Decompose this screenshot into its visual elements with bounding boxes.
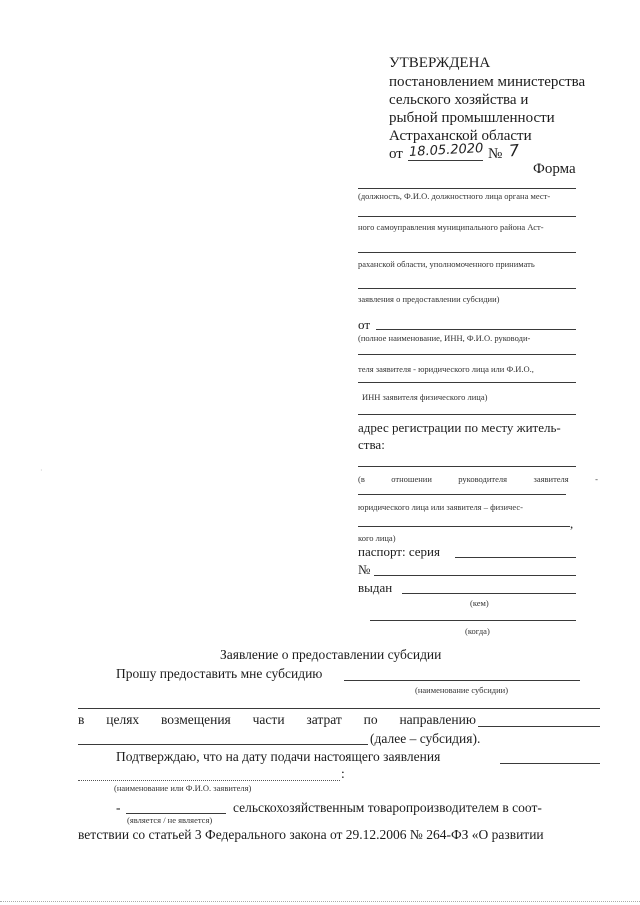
purpose-word: затрат bbox=[306, 712, 342, 727]
applicant-name-line bbox=[78, 780, 340, 781]
direction-line bbox=[478, 726, 600, 727]
law-text: ветствии со статьей 3 Федерального закона от 29.12.2006 № 264-ФЗ «О развитии bbox=[78, 827, 544, 842]
passport-series-line bbox=[455, 557, 576, 558]
dash: - bbox=[116, 800, 121, 815]
from-label: от bbox=[358, 317, 371, 332]
approval-number-handwritten: 7 bbox=[508, 140, 520, 161]
addressee-caption-4: заявления о предоставлении субсидии) bbox=[358, 294, 500, 304]
address-line-2: ства: bbox=[358, 437, 385, 452]
approval-line-2: сельского хозяйства и bbox=[389, 92, 529, 108]
address-line bbox=[358, 466, 576, 467]
approval-date-handwritten: 18.05.2020 bbox=[408, 141, 484, 160]
addressee-line-2 bbox=[358, 216, 576, 217]
applicant-name-caption: (наименование или Ф.И.О. заявителя) bbox=[114, 783, 252, 793]
issued-when-line bbox=[370, 620, 576, 621]
relation-word: отношении bbox=[391, 474, 432, 484]
approval-line-3: рыбной промышленности bbox=[389, 110, 555, 126]
approval-line-4: Астраханской области bbox=[389, 128, 532, 144]
relation-word: - bbox=[595, 474, 598, 484]
issued-line bbox=[402, 593, 576, 594]
approval-title: УТВЕРЖДЕНА bbox=[389, 55, 491, 71]
approval-line-1: постановлением министерства bbox=[389, 74, 586, 90]
relation-line-2: юридического лица или заявителя – физичес- bbox=[358, 502, 523, 512]
margin-mark: · bbox=[40, 466, 43, 475]
purpose-word: части bbox=[252, 712, 285, 727]
addressee-line-1 bbox=[358, 188, 576, 189]
issued-when-caption: (когда) bbox=[465, 626, 490, 636]
is-caption: (является / не является) bbox=[127, 815, 213, 825]
is-line bbox=[126, 813, 226, 814]
addressee-line-4 bbox=[358, 288, 576, 289]
applicant-caption-2: теля заявителя - юридического лица или Ф.И.О., bbox=[358, 364, 534, 374]
request-text: Прошу предоставить мне субсидию bbox=[116, 666, 323, 681]
statement-title: Заявление о предоставлении субсидии bbox=[220, 647, 442, 662]
purpose-text bbox=[78, 712, 476, 728]
applicant-caption-1: (полное наименование, ИНН, Ф.И.О. руководи- bbox=[358, 333, 531, 343]
purpose-word: в bbox=[78, 712, 85, 727]
colon: : bbox=[341, 766, 345, 781]
producer-text: сельскохозяйственным товаропроизводителем в соот- bbox=[233, 800, 542, 815]
purpose-word: целях bbox=[106, 712, 140, 727]
purpose-word: возмещения bbox=[161, 712, 231, 727]
addressee-line-3 bbox=[358, 252, 576, 253]
date-underline bbox=[408, 160, 483, 161]
approval-date-prefix: от bbox=[389, 146, 403, 162]
passport-number-line bbox=[374, 575, 576, 576]
relation-line-3: кого лица) bbox=[358, 533, 396, 543]
purpose-word: направлению bbox=[399, 712, 476, 727]
from-line bbox=[376, 329, 576, 330]
passport-series-label: паспорт: серия bbox=[358, 544, 440, 559]
relation-line-b bbox=[358, 526, 570, 527]
applicant-line-3 bbox=[358, 382, 576, 383]
issued-by-caption: (кем) bbox=[470, 598, 489, 608]
relation-word: (в bbox=[358, 474, 365, 484]
confirm-line bbox=[500, 763, 600, 764]
bottom-edge bbox=[0, 901, 640, 902]
confirm-text: Подтверждаю, что на дату подачи настоящего заявления bbox=[116, 749, 441, 764]
addressee-caption-2: ного самоуправления муниципального района Аст- bbox=[358, 222, 544, 232]
subsidy-line bbox=[344, 680, 580, 681]
applicant-line-2 bbox=[358, 354, 576, 355]
address-line-1: адрес регистрации по месту житель- bbox=[358, 420, 561, 435]
subsidy-continuation-line bbox=[78, 708, 600, 709]
relation-comma: , bbox=[570, 516, 574, 531]
applicant-caption-3: ИНН заявителя физического лица) bbox=[362, 392, 488, 402]
addressee-caption-3: раханской области, уполномоченного принимать bbox=[358, 259, 535, 269]
subsidy-caption: (наименование субсидии) bbox=[415, 685, 509, 695]
passport-number-label: № bbox=[358, 562, 371, 577]
approval-number-prefix: № bbox=[488, 146, 503, 162]
relation-word: руководителя bbox=[458, 474, 508, 484]
purpose-word: по bbox=[363, 712, 378, 727]
relation-line-1 bbox=[358, 474, 598, 484]
relation-word: заявителя bbox=[533, 474, 569, 484]
addressee-caption-1: (должность, Ф.И.О. должностного лица органа мест- bbox=[358, 191, 551, 201]
applicant-line-4 bbox=[358, 414, 576, 415]
relation-line bbox=[358, 494, 566, 495]
issued-label: выдан bbox=[358, 580, 393, 595]
form-label: Форма bbox=[533, 161, 576, 177]
direction-continuation-line bbox=[78, 744, 368, 745]
hereinafter-text: (далее – субсидия). bbox=[370, 731, 481, 746]
